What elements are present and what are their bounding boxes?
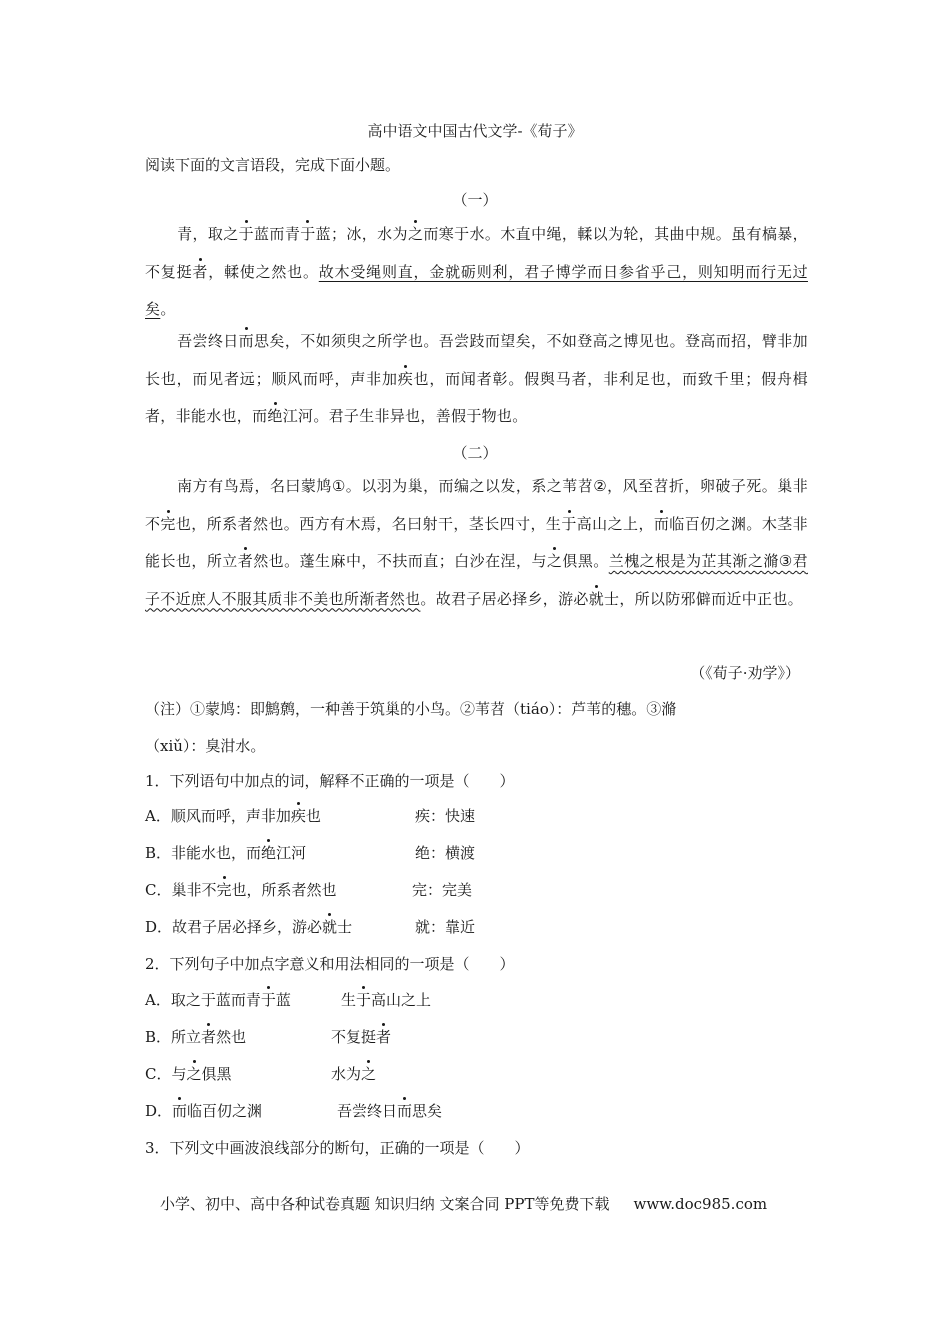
wavy-underlined-passage: 兰槐之根是为芷其渐之滫③君子不近庶人不服其质非不美也所渐者然也 xyxy=(145,552,808,608)
page-footer xyxy=(160,1193,767,1214)
q1-option-b: B．非能水也，而绝江河 xyxy=(145,844,307,862)
question-3-stem: 3．下列文中画波浪线部分的断句，正确的一项是（ ） xyxy=(145,1139,530,1157)
instruction: 阅读下面的文言语段，完成下面小题。 xyxy=(145,156,401,174)
footer-url[interactable]: www.doc985.com xyxy=(633,1195,768,1213)
q1-option-a-answer: 疾：快速 xyxy=(415,807,476,825)
passage-1-paragraph-2: 吾尝终日而思矣，不如须臾之所学也。吾尝跂而望矣，不如登高之博见也。登高而招，臂非加长也，而见者远；顺风而呼，声非加疾也，而闻者彰。假舆马者，非利足也，而致千里；假舟楫者，非能水也，而绝江河。君子生非异也，善假于物也。 xyxy=(145,332,808,425)
passage-2-paragraph: 南方有鸟焉，名曰蒙鸠①。以羽为巢，而编之以发，系之苇苕②，风至苕折，卵破子死。巢非不完也，所系者然也。西方有木焉，名曰射干，茎长四寸，生于高山之上，而临百仞之渊。木茎非能长也，所立者然也。蓬生麻中，不扶而直；白沙在涅，与之俱黑。兰槐之根是为芷其渐之滫③君子不近庶人不服其质非不美也所渐者然也。故君子居必择乡，游必就士，所以防邪僻而近中正也。 xyxy=(145,477,808,608)
question-1-stem: 1．下列语句中加点的词，解释不正确的一项是（ ） xyxy=(145,772,515,790)
source-citation: （《荀子·劝学》） xyxy=(690,664,800,682)
section-heading-1: （一） xyxy=(452,191,498,209)
section-heading-2: （二） xyxy=(452,444,498,462)
annotation-line-2: （xiǔ）：臭泔水。 xyxy=(145,737,266,755)
q2-option-b: B．所立者然也 xyxy=(145,1028,247,1046)
q1-option-a: A．顺风而呼，声非加疾也 xyxy=(145,807,321,825)
document-title: 高中语文中国古代文学-《荀子》 xyxy=(367,122,583,140)
passage-1-paragraph-1: 青，取之于蓝而青于蓝；冰，水为之而寒于水。木直中绳，輮以为轮，其曲中规。虽有槁暴，不复挺者，輮使之然也。故木受绳则直，金就砺则利，君子博学而日参省乎己，则知明而行无过矣。 xyxy=(145,225,808,318)
q1-option-d: D．故君子居必择乡，游必就士 xyxy=(145,918,353,936)
underlined-sentence: 故木受绳则直，金就砺则利，君子博学而日参省乎己，则知明而行无过矣 xyxy=(145,262,808,318)
q2-option-a-compare: 生于高山之上 xyxy=(341,991,432,1009)
q1-option-b-answer: 绝：横渡 xyxy=(415,844,476,862)
q2-option-c-compare: 水为之 xyxy=(331,1065,377,1083)
question-2-stem: 2．下列句子中加点字意义和用法相同的一项是（ ） xyxy=(145,955,515,973)
q2-option-d: D．而临百仞之渊 xyxy=(145,1102,263,1120)
q1-option-c-answer: 完：完美 xyxy=(412,881,473,899)
q1-option-d-answer: 就：靠近 xyxy=(415,918,476,936)
footer-text: 小学、初中、高中各种试卷真题 知识归纳 文案合同 PPT等免费下载 xyxy=(160,1195,610,1213)
q1-option-c: C．巢非不完也，所系者然也 xyxy=(145,881,337,899)
q2-option-b-compare: 不复挺者 xyxy=(331,1028,392,1046)
q2-option-a: A．取之于蓝而青于蓝 xyxy=(145,991,291,1009)
q2-option-c: C．与之俱黑 xyxy=(145,1065,232,1083)
q2-option-d-compare: 吾尝终日而思矣 xyxy=(337,1102,443,1120)
annotation-line-1: （注）①蒙鸠：即鹪鹩，一种善于筑巢的小鸟。②苇苕（tiáo）：芦苇的穗。③滫 xyxy=(145,700,677,718)
